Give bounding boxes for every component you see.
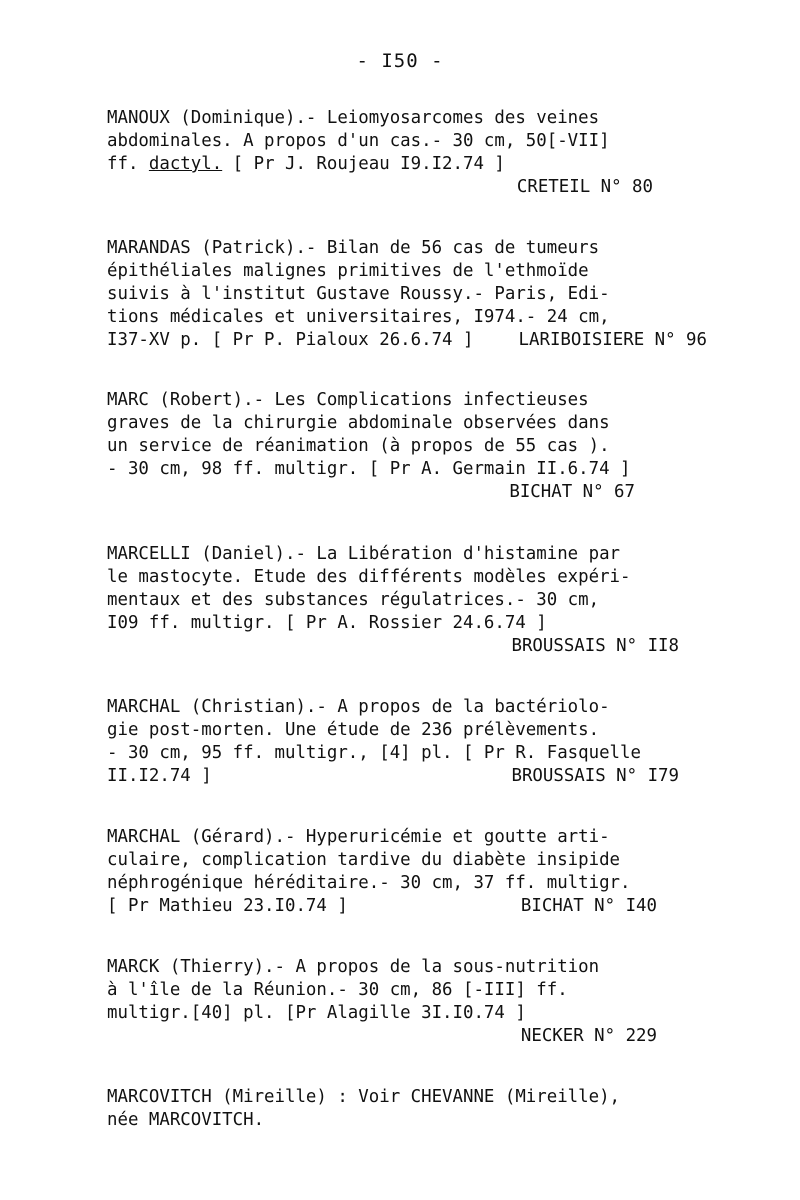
entry-line: - 30 cm, 98 ff. multigr. [ Pr A. Germain II.6.74 ] <box>107 459 631 479</box>
entry-line: MANOUX (Dominique).- Leiomyosarcomes des veines <box>107 108 600 128</box>
entry-location: LARIBOISIERE N° 96 <box>518 330 707 350</box>
entry-line: MARC (Robert).- Les Complications infectieuses <box>107 390 589 410</box>
entry-line: multigr.[40] pl. [Pr Alagille 3I.I0.74 ] <box>107 1003 526 1023</box>
entry-line: MARCELLI (Daniel).- La Libération d'histamine par <box>107 544 621 564</box>
entry-line <box>107 895 707 918</box>
entry-line: abdominales. A propos d'un cas.- 30 cm, 50[-VII] <box>107 131 610 151</box>
entry-line: MARCK (Thierry).- A propos de la sous-nutrition <box>107 957 600 977</box>
page-number: - I50 - <box>356 50 444 72</box>
catalog-entry-marchal-gerard <box>107 826 707 918</box>
entry-line <box>107 329 707 352</box>
entry-underlined-text: dactyl. <box>148 154 223 174</box>
entry-line: MARCOVITCH (Mireille) : Voir CHEVANNE (Mireille), <box>107 1087 621 1107</box>
catalog-entry-marcelli <box>107 543 707 658</box>
entry-line: culaire, complication tardive du diabète insipide <box>107 850 621 870</box>
entry-line: gie post-morten. Une étude de 236 prélèvements. <box>107 720 600 740</box>
entry-line: I09 ff. multigr. [ Pr A. Rossier 24.6.74 ] <box>107 613 547 633</box>
catalog-entry-marcovitch <box>107 1086 707 1132</box>
entry-line: - 30 cm, 95 ff. multigr., [4] pl. [ Pr R. Fasquelle <box>107 743 641 763</box>
entry-text: [ Pr J. Roujeau I9.I2.74 ] <box>222 154 505 174</box>
entry-text: II.I2.74 ] <box>107 766 212 786</box>
entry-line: MARCHAL (Christian).- A propos de la bactériolo- <box>107 697 610 717</box>
catalog-entry-marandas <box>107 237 707 352</box>
entry-location: BICHAT N° 67 <box>509 482 635 502</box>
catalog-entry-manoux <box>107 107 707 199</box>
entry-line: à l'île de la Réunion.- 30 cm, 86 [-III] ff. <box>107 980 568 1000</box>
entry-location: BROUSSAIS N° I79 <box>511 766 679 786</box>
catalog-entry-marc <box>107 389 707 504</box>
entry-location: NECKER N° 229 <box>520 1026 657 1046</box>
entry-line: suivis à l'institut Gustave Roussy.- Paris, Edi- <box>107 284 610 304</box>
catalog-entries <box>107 107 707 1132</box>
entry-line: MARCHAL (Gérard).- Hyperuricémie et goutte arti- <box>107 827 610 847</box>
catalog-entry-marck <box>107 956 707 1048</box>
entry-location: BICHAT N° I40 <box>520 896 657 916</box>
entry-line: le mastocyte. Etude des différents modèles expéri- <box>107 567 631 587</box>
entry-line: épithéliales malignes primitives de l'ethmoïde <box>107 261 589 281</box>
entry-line: née MARCOVITCH. <box>107 1110 265 1130</box>
entry-location: BROUSSAIS N° II8 <box>511 636 679 656</box>
catalog-entry-marchal-christian <box>107 696 707 788</box>
entry-text: [ Pr Mathieu 23.I0.74 ] <box>107 896 348 916</box>
entry-line: néphrogénique héréditaire.- 30 cm, 37 ff. multigr. <box>107 873 631 893</box>
entry-line: mentaux et des substances régulatrices.- 30 cm, <box>107 590 600 610</box>
entry-location: CRETEIL N° 80 <box>516 177 653 197</box>
entry-line: graves de la chirurgie abdominale observées dans <box>107 413 610 433</box>
entry-line <box>107 765 707 788</box>
entry-line: un service de réanimation (à propos de 55 cas ). <box>107 436 610 456</box>
entry-line: MARANDAS (Patrick).- Bilan de 56 cas de tumeurs <box>107 238 600 258</box>
entry-text: ff. <box>107 154 149 174</box>
entry-line: tions médicales et universitaires, I974.- 24 cm, <box>107 307 610 327</box>
entry-line <box>107 153 707 176</box>
entry-text: I37-XV p. [ Pr P. Pialoux 26.6.74 ] <box>107 330 474 350</box>
